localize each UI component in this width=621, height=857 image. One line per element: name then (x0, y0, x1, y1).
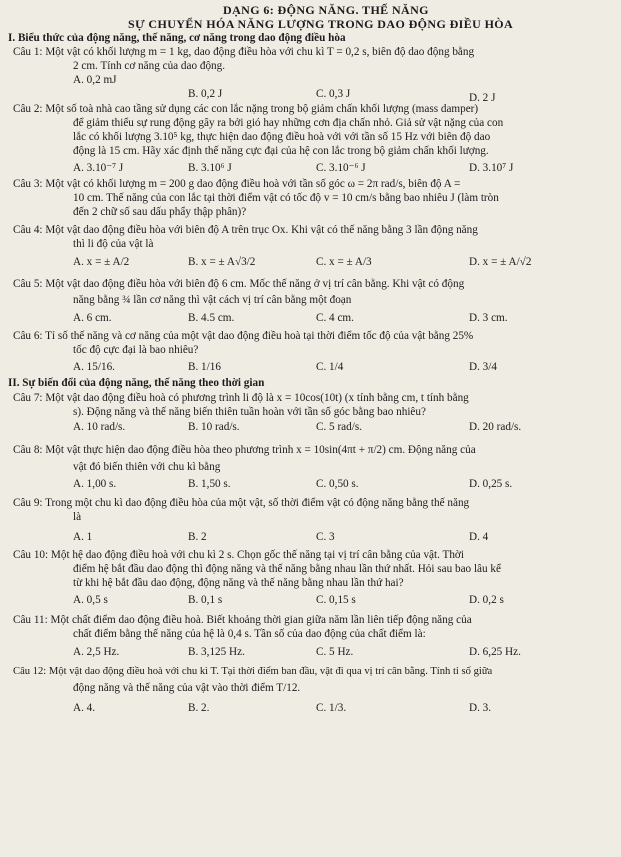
question-text: Câu 4: Một vật dao động điều hòa với biên độ A trên trục Ox. Khi vật có thế năng bằng 3 lần động năng (13, 224, 478, 236)
question-text: điểm hệ bắt đầu dao động thì động năng và thế năng bằng nhau lần thứ nhất. Hỏi sau bao lâu kể (73, 563, 501, 575)
question-text: Câu 2: Một số toà nhà cao tầng sử dụng các con lắc nặng trong bộ giảm chấn khối lượng (mass damper) (13, 103, 479, 115)
question-text: 10 cm. Thế năng của con lắc tại thời điểm vật có tốc độ v = 10 cm/s bằng bao nhiêu J (làm tròn (73, 192, 499, 204)
question-text: Câu 7: Một vật dao động điều hoà có phương trình li độ là x = 10cos(10t) (x tính bằng cm, t tính bằng (13, 392, 469, 404)
option: D. 0,25 s. (469, 478, 513, 490)
question-text: Câu 5: Một vật dao động điều hòa với biên độ 6 cm. Mốc thế năng ở vị trí cân bằng. Khi vật có động (13, 278, 465, 290)
option: C. 3.10⁻⁶ J (316, 162, 366, 174)
option: D. 3/4 (469, 361, 497, 373)
question-text: 2 cm. Tính cơ năng của dao động. (73, 60, 226, 72)
option: A. 0,2 mJ (73, 74, 117, 86)
option: B. 4.5 cm. (188, 312, 235, 324)
option: C. 5 rad/s. (316, 421, 362, 433)
question-text: s). Động năng và thế năng biến thiên tuần hoàn với tần số góc bằng bao nhiêu? (73, 406, 426, 418)
question-text: Câu 3: Một vật có khối lượng m = 200 g dao động điều hoà với tần số góc ω = 2π rad/s, biên độ A = (13, 178, 461, 190)
question-text: động là 15 cm. Hãy xác định thế năng cực đại của hệ con lắc trong bộ giảm chấn khối lượng. (73, 145, 489, 157)
question-text: năng bằng ¾ lần cơ năng thì vật cách vị trí cân bằng một đoạn (73, 294, 352, 306)
option: D. 3.10⁷ J (469, 162, 514, 174)
option: A. 1 (73, 531, 93, 543)
option: B. 10 rad/s. (188, 421, 240, 433)
section-heading: II. Sự biến đổi của động năng, thế năng theo thời gian (8, 377, 265, 389)
option: B. 3.10⁶ J (188, 162, 232, 174)
option: C. 5 Hz. (316, 646, 354, 658)
question-text: Câu 1: Một vật có khối lượng m = 1 kg, dao động điều hòa với chu kì T = 0,2 s, biên độ dao động bằng (13, 46, 475, 58)
option: B. x = ± A√3/2 (188, 256, 256, 268)
option: B. 1/16 (188, 361, 221, 373)
page-subtitle: SỰ CHUYỂN HÓA NĂNG LƯỢNG TRONG DAO ĐỘNG ĐIỀU HÒA (128, 17, 514, 31)
option: D. 4 (469, 531, 489, 543)
option: A. x = ± A/2 (73, 256, 130, 268)
option: A. 3.10⁻⁷ J (73, 162, 124, 174)
option: C. 3 (316, 531, 335, 543)
option: B. 2. (188, 702, 210, 714)
question-text: lắc có khối lượng 3.10⁵ kg, thực hiện dao động điều hoà với với tần số 15 Hz với biên độ dao (73, 131, 491, 143)
option: D. x = ± A/√2 (469, 256, 532, 268)
option: C. 4 cm. (316, 312, 354, 324)
option: D. 20 rad/s. (469, 421, 522, 433)
question-text: Câu 8: Một vật thực hiện dao động điều hòa theo phương trình x = 10sin(4πt + π/2) cm. Động năng của (13, 444, 476, 456)
question-text: động năng và thế năng của vật vào thời điểm T/12. (73, 682, 301, 694)
question-text: tốc độ cực đại là bao nhiêu? (73, 344, 199, 356)
option: A. 2,5 Hz. (73, 646, 120, 658)
question-text: từ khi hệ bắt đầu dao động, động năng và thế năng bằng nhau lần thứ hai? (73, 577, 404, 589)
option: C. x = ± A/3 (316, 256, 372, 268)
question-text: đến 2 chữ số sau dấu phẩy thập phân)? (73, 206, 247, 218)
option: A. 4. (73, 702, 96, 714)
option: A. 6 cm. (73, 312, 112, 324)
option: A. 10 rad/s. (73, 421, 126, 433)
question-text: chất điểm bằng thế năng của hệ là 0,4 s. Tần số của dao động của chất điểm là: (73, 628, 426, 640)
option: D. 2 J (469, 92, 496, 104)
question-text: là (73, 511, 82, 523)
option: D. 3. (469, 702, 492, 714)
page-title: DẠNG 6: ĐỘNG NĂNG. THẾ NĂNG (223, 3, 429, 17)
option: A. 0,5 s (73, 594, 108, 606)
option: D. 0,2 s (469, 594, 504, 606)
option: B. 0,1 s (188, 594, 223, 606)
section-heading: I. Biểu thức của động năng, thế năng, cơ năng trong dao động điều hòa (8, 32, 346, 44)
question-text: để giảm thiểu sự rung động gây ra bởi gió hay những cơn địa chấn nhỏ. Giả sử vật nặng của con (73, 117, 504, 129)
question-text: Câu 11: Một chất điểm dao động điều hoà. Biết khoảng thời gian giữa năm lần liên tiếp động năng của (13, 614, 472, 626)
question-text: Câu 6: Tỉ số thế năng và cơ năng của một vật dao động điều hoà tại thời điểm tốc độ của vật bằng 25% (13, 330, 474, 342)
option: D. 6,25 Hz. (469, 646, 521, 658)
option: D. 3 cm. (469, 312, 508, 324)
option: B. 1,50 s. (188, 478, 231, 490)
option: A. 1,00 s. (73, 478, 117, 490)
option: B. 0,2 J (188, 88, 223, 100)
option: A. 15/16. (73, 361, 115, 373)
option: B. 3,125 Hz. (188, 646, 245, 658)
option: C. 0,15 s (316, 594, 356, 606)
question-text: Câu 12: Một vật dao động điều hoà với chu kì T. Tại thời điểm ban đầu, vật đi qua vị trí cân bằng. Tính tỉ số giữa (13, 666, 493, 677)
question-text: thì li độ của vật là (73, 238, 154, 250)
option: C. 1/4 (316, 361, 344, 373)
option: C. 0,50 s. (316, 478, 359, 490)
option: C. 0,3 J (316, 88, 351, 100)
question-text: Câu 10: Một hệ dao động điều hoà với chu kì 2 s. Chọn gốc thế năng tại vị trí cân bằng của vật. Thời (13, 549, 464, 561)
option: C. 1/3. (316, 702, 347, 714)
option: B. 2 (188, 531, 207, 543)
question-text: vật đó biến thiên với chu kì bằng (73, 461, 221, 473)
question-text: Câu 9: Trong một chu kì dao động điều hòa của một vật, số thời điểm vật có động năng bằng thế năng (13, 497, 470, 509)
